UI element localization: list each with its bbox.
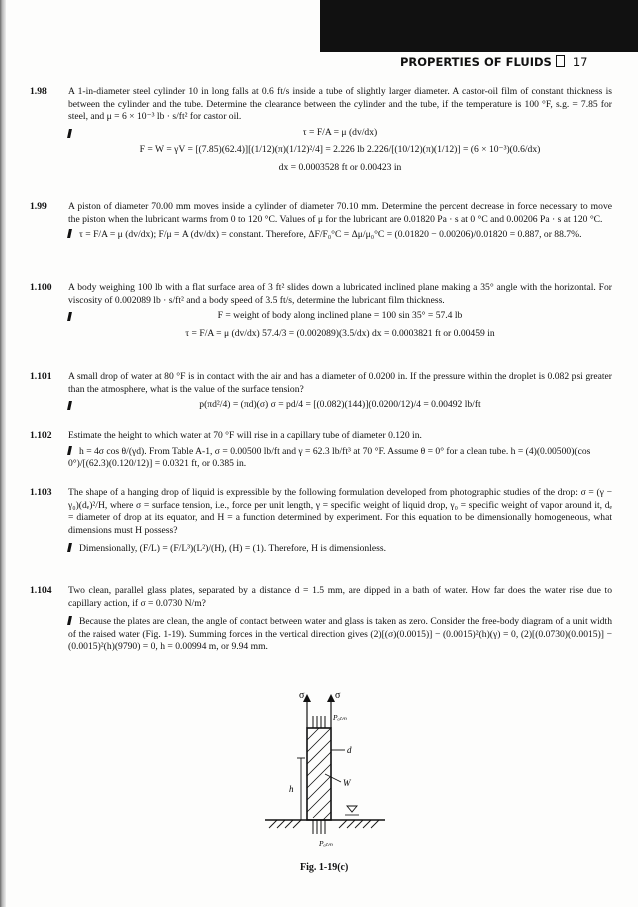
patm-bottom-arrows [313, 820, 325, 834]
page-number: 17 [572, 55, 588, 69]
problem-text: A small drop of water at 80 °F is in contact with the air and has a diameter of 0.0200 in. If the pressure within the droplet is 0.082 psi greater than the atmosphere, what is the value of the surface tension? [68, 371, 612, 395]
sigma-right-label: σ [335, 690, 341, 701]
solution-line: dx = 0.0003528 ft or 0.00423 in [278, 161, 402, 173]
solution-line: τ = F/A = μ (dv/dx) 57.4/3 = (0.002089)(3.5/dx) dx = 0.0003821 ft or 0.00459 in [185, 327, 495, 339]
problem-number: 1.99 [30, 201, 47, 212]
patm-top-label: Pₐₜₘ [333, 713, 347, 722]
solution [68, 127, 612, 175]
problem-1-104 [30, 585, 612, 654]
solution-line: τ = F/A = μ (dv/dx) [302, 126, 378, 138]
column-hatch [307, 728, 331, 820]
solution-marker [67, 312, 72, 321]
w-label: W [343, 778, 351, 788]
d-label: d [347, 745, 352, 755]
sigma-left-label: σ [299, 690, 305, 701]
running-header [400, 55, 587, 69]
arrowhead-icon [327, 694, 335, 702]
solution-line: h = 4σ cos θ/(γd). From Table A-1, σ = 0.00500 lb/ft and γ = 62.3 lb/ft³ at 70 °F. Assume θ = 0° for a clean tube. h = (4)(0.00500)(cos 0°)/[(62.3)(0.120/12)] = 0.0321 ft, or 0.385 in. [68, 445, 591, 470]
problem-1-101 [30, 371, 612, 412]
square-icon [556, 55, 565, 67]
problem-1-103 [30, 487, 612, 556]
figure-caption: Fig. 1-19(c) [300, 862, 349, 873]
capillary-free-body-figure [245, 690, 405, 860]
solution-marker [67, 401, 72, 410]
problem-number: 1.98 [30, 86, 47, 97]
problem-number: 1.100 [30, 282, 52, 293]
chapter-title: PROPERTIES OF FLUIDS [400, 55, 552, 69]
solution-line: p(πd²/4) = (πd)(σ) σ = pd/4 = [(0.082)(144)](0.0200/12)/4 = 0.00492 lb/ft [199, 399, 481, 411]
solution [68, 446, 612, 471]
problem-text: Estimate the height to which water at 70 °F will rise in a capillary tube of diameter 0.120 in. [68, 430, 422, 441]
solution [68, 543, 612, 556]
solution-marker [67, 616, 72, 625]
solution-marker [67, 543, 72, 552]
patm-top-arrows [313, 716, 325, 728]
solution-marker [67, 229, 72, 238]
problem-1-98 [30, 86, 612, 175]
solution-line: τ = F/A = μ (dv/dx); F/μ = A (dv/dx) = constant. Therefore, ΔF/F₀°C = Δμ/μ₀°C = (0.01820 − 0.00206)/0.01820 = 0.887, or 88.7%. [79, 229, 582, 241]
problem-1-100 [30, 282, 612, 340]
solution-line: F = W = γV = [(7.85)(62.4)][(1/12)(π)(1/12)²/4] = 2.226 lb 2.226/[(10/12)(π)(1/12)] = (6 × 10⁻³)(0.6/dx) [139, 144, 541, 156]
problem-1-102 [30, 430, 612, 471]
solution-marker [67, 129, 72, 138]
problem-number: 1.104 [30, 585, 52, 596]
w-leader [325, 774, 341, 782]
water-column [307, 728, 331, 820]
solution [68, 399, 612, 412]
problem-text: A body weighing 100 lb with a flat surface area of 3 ft² slides down a lubricated inclined plane making a 35° angle with the horizontal. For viscosity of 0.002089 lb · s/ft² and a body speed of 3.5 ft/s, determine the lubricant film thickness. [68, 282, 612, 306]
problem-text: Two clean, parallel glass plates, separated by a distance d = 1.5 mm, are dipped in a bath of water. How far does the water rise due to capillary action, if σ = 0.0730 N/m? [68, 585, 612, 609]
solution-marker [67, 446, 72, 455]
problem-text: The shape of a hanging drop of liquid is expressible by the following formulation developed from photographic studies of the drop: σ = (γ − γ₀)(dₑ)²/H, where σ = surface tension, i.e., force per unit length, γ = specific weight of liquid drop, γ₀ = specific weight of vapor around it, dₑ = diameter of drop at its equator, and H = a function determined by experiment. For this equation to be dimensionally homogeneous, what dimensions must H possess? [68, 487, 612, 536]
problem-text: A piston of diameter 70.00 mm moves inside a cylinder of diameter 70.10 mm. Determine the percent decrease in force necessary to move the piston when the lubricant warms from 0 to 120 °C. Values of μ for the lubricant are 0.01820 Pa · s at 0 °C and 0.00206 Pa · s at 120 °C. [68, 201, 612, 225]
free-surface-symbol [347, 806, 357, 812]
problem-number: 1.101 [30, 371, 52, 382]
surface-hatch [269, 820, 379, 828]
solution [68, 229, 612, 242]
solution [68, 616, 612, 654]
problem-number: 1.102 [30, 430, 52, 441]
problem-number: 1.103 [30, 487, 52, 498]
solution-line: Because the plates are clean, the angle of contact between water and glass is taken as zero. Consider the free-body diagram of a unit width of the raised water (Fig. 1-19). Summing forces in the vertical direction gives (2)[(σ)(0.0015)] − (0.0015)²(h)(γ) = 0, (2)[(0.0730)(0.0015)] − (0.0015)²(h)(9790) = 0, h = 0.00994 m, or 9.94 mm. [68, 616, 612, 653]
ad-banner[interactable] [320, 0, 638, 52]
solution [68, 310, 612, 340]
binding-edge [0, 0, 6, 907]
patm-bottom-label: Pₐₜₘ [319, 839, 333, 848]
solution-line: F = weight of body along inclined plane = 100 sin 35° = 57.4 lb [217, 310, 463, 322]
problem-1-99 [30, 201, 612, 242]
h-label: h [289, 784, 294, 794]
problem-text: A 1-in-diameter steel cylinder 10 in long falls at 0.6 ft/s inside a tube of slightly larger diameter. A castor-oil film of constant thickness is between the cylinder and the tube. Determine the clearance between the cylinder and the tube, if the temperature is 100 °F, s.g. = 7.85 for steel, and μ = 6 × 10⁻³ lb · s/ft² for castor oil. [68, 86, 612, 123]
solution-line: Dimensionally, (F/L) = (F/L³)(L²)/(H), (H) = (1). Therefore, H is dimensionless. [79, 543, 386, 555]
